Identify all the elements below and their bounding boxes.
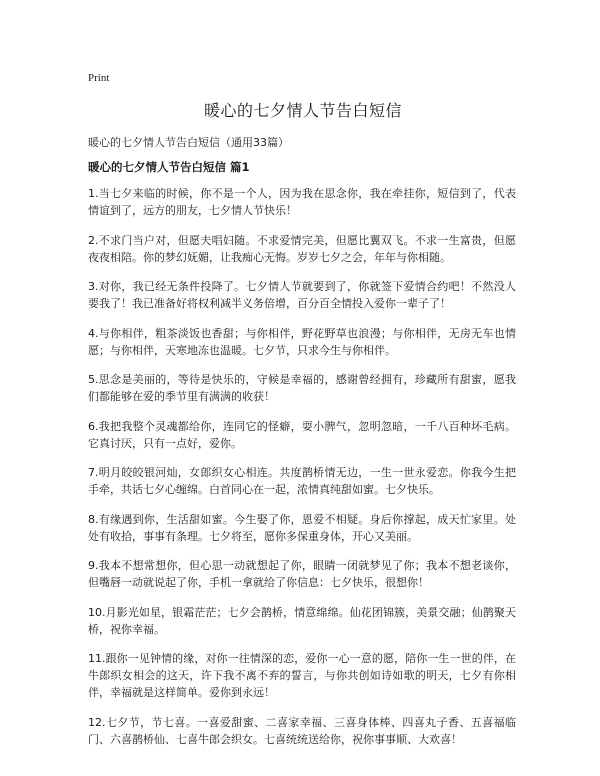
section-heading: 暖心的七夕情人节告白短信 篇1: [88, 160, 250, 174]
message-item: 8.有缘遇到你，生活甜如蜜。今生娶了你，恩爱不相疑。身后你撑起，成天忙家里。处处有收拾，事事有条理。七夕将至，愿你多保重身体，开心又美丽。: [88, 512, 516, 543]
message-item: 3.对你，我已经无条件投降了。七夕情人节就要到了，你就签下爱情合约吧！不然没人要我了！我已准备好将权利减半义务倍增，百分百全情投入爱你一辈子了！: [88, 280, 516, 310]
message-item: 9.我本不想常想你，但心思一动就想起了你，眼睛一闭就梦见了你；我本不想老谈你，但嘴唇一动就说起了你，手机一拿就给了你信息：七夕快乐，很想你！: [88, 559, 516, 589]
message-item: 11.跟你一见钟情的缘，对你一往情深的恋，爱你一心一意的愿，陪你一生一世的伴，在牛郎织女相会的这天，许下我不离不弃的誓言，与你共创如诗如歌的明天，七夕有你相伴，幸福就是这样简单。爱你到永远！: [88, 652, 516, 699]
message-item: 4.与你相伴，粗茶淡饭也香甜；与你相伴，野花野草也浪漫；与你相伴，无房无车也情愿；与你相伴，天寒地冻也温暖。七夕节，只求今生与你相伴。: [88, 326, 516, 357]
message-item: 1.当七夕来临的时候，你不是一个人，因为我在思念你，我在牵挂你，短信到了，代表情谊到了，远方的朋友，七夕情人节快乐！: [88, 187, 516, 217]
message-item: 10.月影光如星，银霜茫茫；七夕会鹊桥，情意绵绵。仙花团锦簇，美景交融；仙鹊聚天桥，祝你幸福。: [88, 605, 516, 636]
message-item: 12.七夕节，节七喜。一喜爱甜蜜、二喜家幸福、三喜身体棒、四喜丸子香、五喜福临门、六喜鹊桥仙、七喜牛郎会织女。七喜统统送给你，祝你事事顺、大欢喜！: [88, 715, 516, 746]
message-item: 6.我把我整个灵魂都给你，连同它的怪癖，耍小脾气，忽明忽暗，一千八百种坏毛病。它真讨厌，只有一点好，爱你。: [88, 419, 516, 450]
print-link[interactable]: Print: [88, 72, 110, 84]
message-item: 5.思念是美丽的，等待是快乐的，守候是幸福的，感谢曾经拥有，珍藏所有甜蜜，愿我们都能够在爱的季节里有满满的收获！: [88, 373, 516, 403]
page-title: 暖心的七夕情人节告白短信: [203, 101, 402, 120]
message-item: 2.不求门当户对，但愿夫唱妇随。不求爱情完美，但愿比翼双飞。不求一生富贵，但愿夜夜相陪。你的梦幻妩媚，让我痴心无悔。岁岁七夕之会，年年与你相随。: [88, 233, 516, 264]
document-subtitle: 暖心的七夕情人节告白短信（通用33篇）: [88, 136, 289, 149]
message-item: 7.明月皎皎银河灿，女郎织女心相连。共度鹊桥情无边，一生一世永爱恋。你我今生把手牵，共话七夕心缠绵。白首同心在一起，浓情真纯甜如蜜。七夕快乐。: [88, 466, 516, 496]
message-list: [88, 185, 516, 760]
